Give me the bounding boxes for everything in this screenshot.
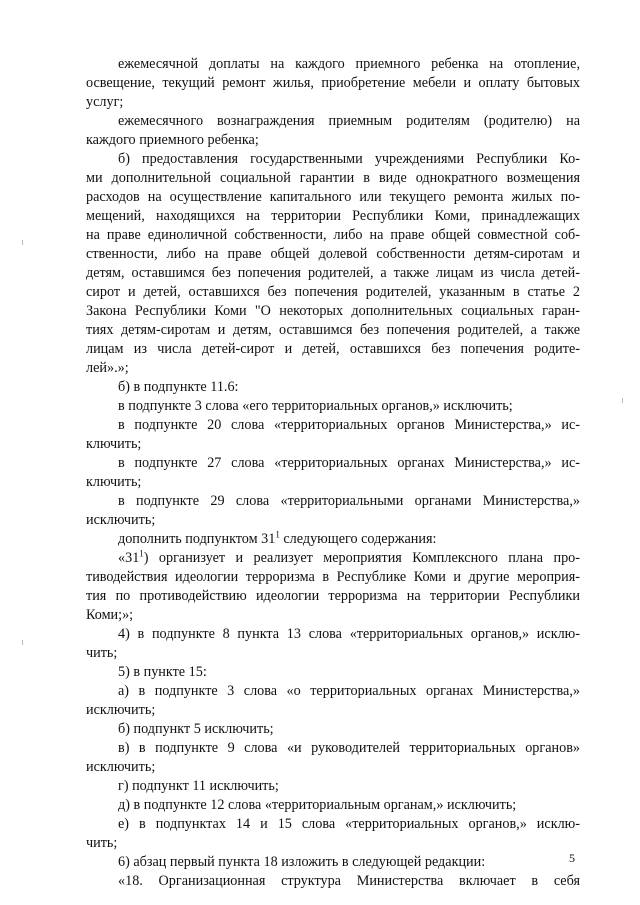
text-line bbox=[86, 473, 580, 492]
line-text: чить; bbox=[86, 835, 118, 851]
text-line bbox=[86, 93, 580, 112]
text-line bbox=[86, 397, 580, 416]
text-line bbox=[86, 188, 580, 207]
line-text: лицам из числа детей-сирот и детей, оставшихся без попечения родите- bbox=[86, 341, 580, 357]
text-line bbox=[86, 834, 580, 853]
line-text: каждого приемного ребенка; bbox=[86, 132, 259, 148]
text-line bbox=[86, 340, 580, 359]
line-text: б) в подпункте 11.6: bbox=[118, 379, 239, 395]
text-line bbox=[86, 682, 580, 701]
line-text: детям, оставшимся без попечения родителей, а также лицам из числа детей- bbox=[86, 265, 580, 281]
text-line bbox=[86, 549, 580, 568]
text-line bbox=[86, 226, 580, 245]
line-text: б) подпункт 5 исключить; bbox=[118, 721, 274, 737]
line-text: ключить; bbox=[86, 474, 142, 490]
line-text: а) в подпункте 3 слова «о территориальных органах Министерства,» bbox=[118, 683, 580, 699]
line-text: г) подпункт 11 исключить; bbox=[118, 778, 279, 794]
text-line bbox=[86, 150, 580, 169]
text-line bbox=[86, 796, 580, 815]
scan-mark bbox=[22, 640, 23, 645]
line-text: в подпункте 29 слова «территориальными органами Министерства,» bbox=[118, 493, 580, 509]
line-text: в подпункте 3 слова «его территориальных органов,» исключить; bbox=[118, 398, 513, 414]
text-line bbox=[86, 435, 580, 454]
line-text: исключить; bbox=[86, 512, 156, 528]
page-number: 5 bbox=[569, 851, 575, 865]
line-text: тиях детям-сиротам и детям, оставшимся без попечения родителей, а также bbox=[86, 322, 580, 338]
line-text: Коми;»; bbox=[86, 607, 134, 623]
line-text: тия по противодействию идеологии терроризма на территории Республики bbox=[86, 588, 580, 604]
line-text: д) в подпункте 12 слова «территориальным органам,» исключить; bbox=[118, 797, 517, 813]
text-line bbox=[86, 264, 580, 283]
line-text: сирот и детей, оставшихся без попечения родителей, указанным в статье 2 bbox=[86, 284, 580, 300]
text-line bbox=[86, 644, 580, 663]
line-text: «31 bbox=[118, 550, 140, 566]
line-text: 5) в пункте 15: bbox=[118, 664, 207, 680]
text-line bbox=[86, 777, 580, 796]
text-line bbox=[86, 853, 580, 872]
line-text: ми дополнительной социальной гарантии в виде однократного возмещения bbox=[86, 170, 580, 186]
superscript: 1 bbox=[275, 529, 280, 540]
text-line bbox=[86, 606, 580, 625]
text-line bbox=[86, 663, 580, 682]
line-text: Закона Республики Коми "О некоторых дополнительных социальных гаран- bbox=[86, 303, 580, 319]
text-line bbox=[86, 416, 580, 435]
text-line bbox=[86, 701, 580, 720]
text-line bbox=[86, 758, 580, 777]
text-line bbox=[86, 74, 580, 93]
text-line bbox=[86, 739, 580, 758]
scan-mark bbox=[22, 240, 23, 245]
text-line bbox=[86, 321, 580, 340]
line-text-continued: следующего содержания: bbox=[279, 531, 437, 547]
line-text: 4) в подпункте 8 пункта 13 слова «территориальных органов,» исклю- bbox=[118, 626, 580, 642]
text-line bbox=[86, 511, 580, 530]
line-text: в подпункте 20 слова «территориальных органов Министерства,» ис- bbox=[118, 417, 580, 433]
superscript: 1 bbox=[139, 548, 144, 559]
line-text: лей».»; bbox=[86, 360, 129, 376]
line-text: б) предоставления государственными учреждениями Республики Ко- bbox=[118, 151, 580, 167]
text-line bbox=[86, 55, 580, 74]
text-line bbox=[86, 492, 580, 511]
line-text: «18. Организационная структура Министерства включает в себя bbox=[118, 873, 580, 889]
line-text: услуг; bbox=[86, 94, 124, 110]
line-text: в) в подпункте 9 слова «и руководителей территориальных органов» bbox=[118, 740, 580, 756]
text-line bbox=[86, 112, 580, 131]
line-text: 6) абзац первый пункта 18 изложить в следующей редакции: bbox=[118, 854, 486, 870]
line-text: дополнить подпунктом 31 bbox=[118, 531, 276, 547]
text-line bbox=[86, 169, 580, 188]
text-line bbox=[86, 454, 580, 473]
text-line bbox=[86, 872, 580, 891]
text-line bbox=[86, 302, 580, 321]
line-text-continued: ) организует и реализует мероприятия Комплексного плана про- bbox=[143, 550, 580, 566]
text-line bbox=[86, 720, 580, 739]
line-text: е) в подпунктах 14 и 15 слова «территориальных органов,» исклю- bbox=[118, 816, 580, 832]
line-text: ежемесячной доплаты на каждого приемного ребенка на отопление, bbox=[118, 56, 580, 72]
line-text: расходов на осуществление капитального или текущего ремонта жилых по- bbox=[86, 189, 580, 205]
line-text: освещение, текущий ремонт жилья, приобретение мебели и оплату бытовых bbox=[86, 75, 580, 91]
text-line bbox=[86, 815, 580, 834]
line-text: ежемесячного вознаграждения приемным родителям (родителю) на bbox=[118, 113, 580, 129]
text-line bbox=[86, 568, 580, 587]
text-line bbox=[86, 530, 580, 549]
line-text: чить; bbox=[86, 645, 118, 661]
line-text: исключить; bbox=[86, 759, 156, 775]
line-text: тиводействия идеологии терроризма в Республике Коми и другие мероприя- bbox=[86, 569, 580, 585]
text-line bbox=[86, 359, 580, 378]
text-line bbox=[86, 625, 580, 644]
text-line bbox=[86, 131, 580, 150]
document-body bbox=[86, 55, 580, 891]
line-text: ственности, либо на праве общей долевой собственности детям-сиротам и bbox=[86, 246, 580, 262]
text-line bbox=[86, 587, 580, 606]
text-line bbox=[86, 283, 580, 302]
text-line bbox=[86, 207, 580, 226]
scan-mark bbox=[622, 398, 623, 403]
text-line bbox=[86, 245, 580, 264]
line-text: на праве единоличной собственности, либо на праве общей совместной соб- bbox=[86, 227, 580, 243]
line-text: в подпункте 27 слова «территориальных органах Министерства,» ис- bbox=[118, 455, 580, 471]
line-text: ключить; bbox=[86, 436, 142, 452]
line-text: мещений, находящихся на территории Республики Коми, принадлежащих bbox=[86, 208, 580, 224]
text-line bbox=[86, 378, 580, 397]
line-text: исключить; bbox=[86, 702, 156, 718]
